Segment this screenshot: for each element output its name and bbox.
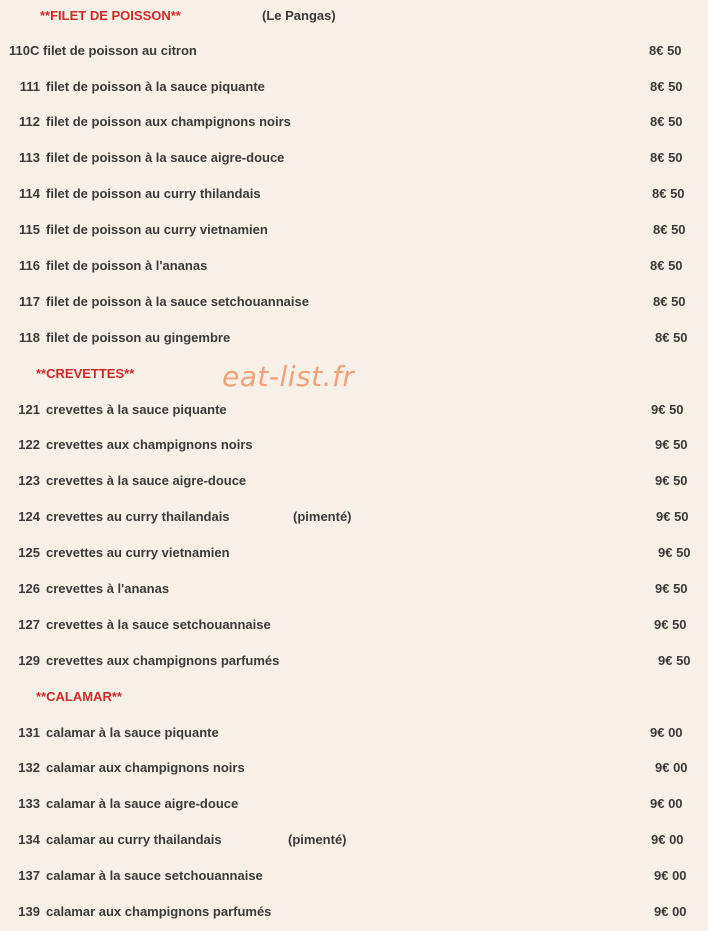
menu-item [0,256,708,276]
item-price: 8€ 50 [655,330,688,345]
menu-item [0,112,708,132]
item-code: 137 [18,868,40,883]
item-price: 9€ 50 [658,545,691,560]
menu-item [0,471,708,491]
menu-item [0,292,708,312]
item-name: filet de poisson à la sauce aigre-douce [46,150,285,165]
item-price: 9€ 50 [655,581,688,596]
item-code: 114 [19,186,40,201]
menu-item [0,758,708,778]
menu-item [0,220,708,240]
item-price: 9€ 50 [654,617,687,632]
item-name: calamar à la sauce setchouannaise [46,868,263,883]
item-price: 9€ 50 [651,402,684,417]
menu-item [0,866,708,886]
item-code: 125 [18,545,40,560]
item-price: 9€ 00 [650,725,683,740]
item-price: 9€ 50 [656,509,689,524]
item-code: 123 [18,473,40,488]
item-code: 132 [18,760,40,775]
item-name: filet de poisson au citron [43,43,197,58]
item-name: filet de poisson à la sauce piquante [46,79,265,94]
item-code: 116 [19,258,40,273]
item-name: crevettes au curry thailandais [46,509,230,524]
item-name: calamar aux champignons parfumés [46,904,272,919]
item-price: 9€ 00 [654,904,687,919]
item-price: 8€ 50 [649,43,682,58]
item-name: calamar à la sauce aigre-douce [46,796,239,811]
item-name: filet de poisson au curry thilandais [46,186,261,201]
menu-item [0,579,708,599]
item-code: 111 [19,79,40,94]
item-code: 115 [19,222,40,237]
item-price: 9€ 00 [651,832,684,847]
item-name: crevettes à la sauce piquante [46,402,227,417]
item-code: 134 [18,832,40,847]
item-name: filet de poisson au curry vietnamien [46,222,268,237]
item-name: crevettes au curry vietnamien [46,545,230,560]
item-code: 139 [18,904,40,919]
item-name: crevettes à l'ananas [46,581,170,596]
item-name: filet de poisson aux champignons noirs [46,114,291,129]
item-price: 9€ 50 [658,653,691,668]
menu-item [0,615,708,635]
item-code: 133 [18,796,40,811]
item-name: calamar à la sauce piquante [46,725,219,740]
item-price: 8€ 50 [650,114,683,129]
section-header-filet-de-poisson [0,6,708,26]
item-code: 126 [18,581,40,596]
menu-item [0,435,708,455]
item-name: calamar aux champignons noirs [46,760,245,775]
item-code: 121 [18,402,40,417]
item-code: 110C [9,43,40,58]
menu-item [0,723,708,743]
item-code: 122 [18,437,40,452]
section-note: (Le Pangas) [262,8,336,23]
item-name: crevettes aux champignons parfumés [46,653,280,668]
item-price: 9€ 50 [655,473,688,488]
menu-item [0,41,708,61]
menu-item [0,77,708,97]
item-price: 8€ 50 [652,186,685,201]
item-code: 112 [19,114,40,129]
item-price: 9€ 50 [655,437,688,452]
item-name: filet de poisson au gingembre [46,330,231,345]
menu-item [0,400,708,420]
menu-item [0,507,708,527]
item-code: 131 [18,725,40,740]
section-header-calamar [0,687,708,707]
section-title: **CREVETTES** [36,366,135,381]
item-code: 129 [18,653,40,668]
item-price: 9€ 00 [654,868,687,883]
item-price: 8€ 50 [650,258,683,273]
menu-item [0,651,708,671]
menu-item [0,794,708,814]
watermark-logo: eat-list.fr [222,360,355,393]
menu-item [0,830,708,850]
menu-item [0,184,708,204]
item-code: 117 [19,294,40,309]
item-code: 118 [19,330,40,345]
item-note: (pimenté) [293,509,352,524]
item-note: (pimenté) [288,832,347,847]
section-title: **FILET DE POISSON** [40,8,181,23]
item-name: crevettes à la sauce aigre-douce [46,473,247,488]
section-title: **CALAMAR** [36,689,122,704]
menu-item [0,543,708,563]
item-name: filet de poisson à l'ananas [46,258,208,273]
item-price: 8€ 50 [653,294,686,309]
item-price: 8€ 50 [653,222,686,237]
item-price: 8€ 50 [650,150,683,165]
item-name: crevettes aux champignons noirs [46,437,253,452]
item-name: crevettes à la sauce setchouannaise [46,617,271,632]
item-code: 127 [18,617,40,632]
item-code: 113 [19,150,40,165]
menu-item [0,148,708,168]
menu-item [0,328,708,348]
menu-item [0,902,708,922]
item-code: 124 [18,509,40,524]
item-price: 9€ 00 [650,796,683,811]
item-name: calamar au curry thailandais [46,832,222,847]
item-name: filet de poisson à la sauce setchouannaise [46,294,309,309]
item-price: 9€ 00 [655,760,688,775]
item-price: 8€ 50 [650,79,683,94]
